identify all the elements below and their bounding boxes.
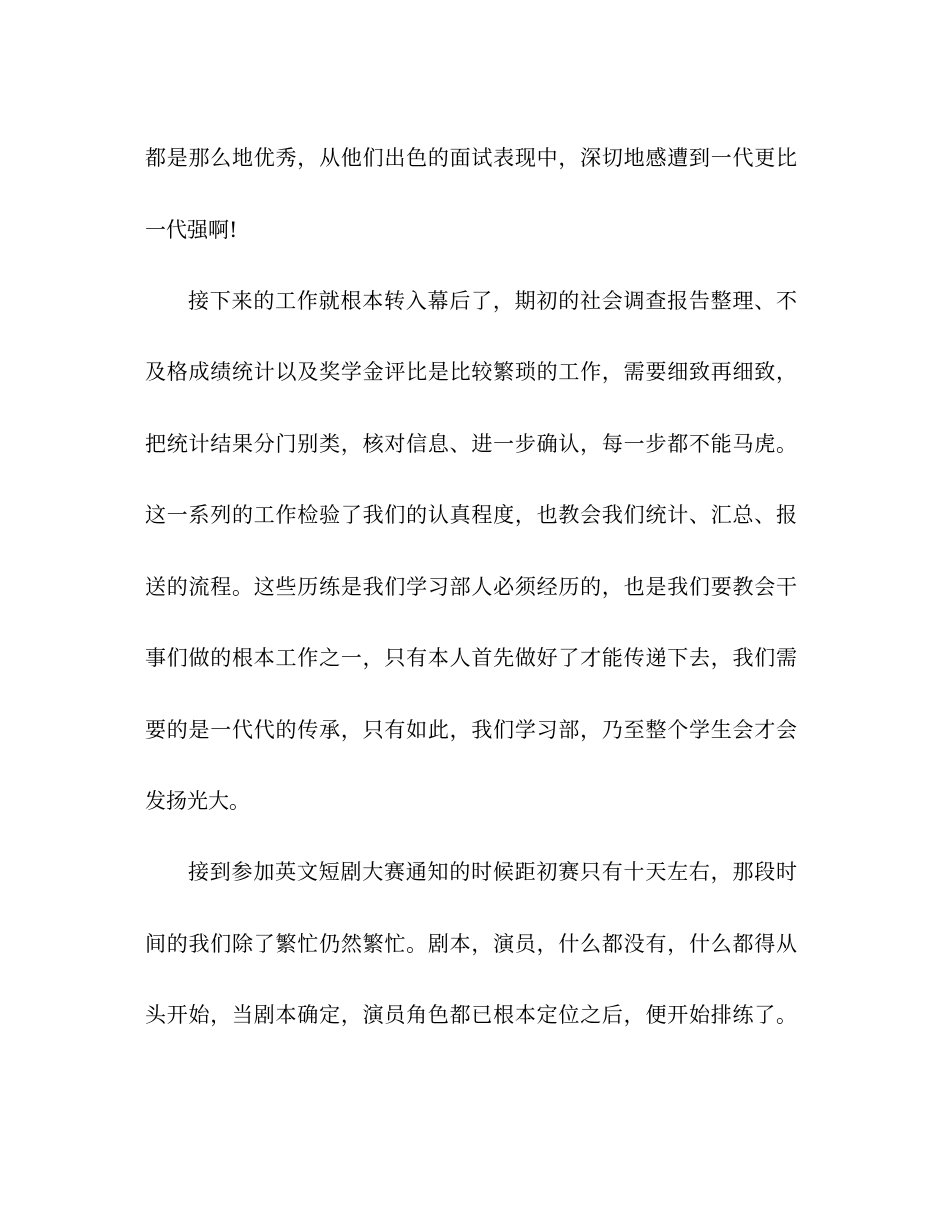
text-line xyxy=(0,424,950,464)
text-line-content: 事们做的根本工作之一，只有本人首先做好了才能传递下去，我们需 xyxy=(145,646,797,670)
text-line xyxy=(0,924,950,964)
text-line-content: 送的流程。这些历练是我们学习部人必须经历的，也是我们要教会干 xyxy=(145,575,797,599)
text-line xyxy=(0,567,950,607)
text-line-content: 把统计结果分门别类，核对信息、进一步确认，每一步都不能马虎。 xyxy=(145,432,797,456)
text-line-content: 都是那么地优秀，从他们出色的面试表现中，深切地感遭到一代更比 xyxy=(145,146,797,170)
text-line xyxy=(0,781,950,821)
text-line xyxy=(0,710,950,750)
text-line-content: 间的我们除了繁忙仍然繁忙。剧本，演员，什么都没有，什么都得从 xyxy=(145,932,797,956)
text-line xyxy=(0,495,950,535)
text-line-content: 一代强啊! xyxy=(145,218,238,242)
text-line xyxy=(0,138,950,178)
text-line xyxy=(0,852,950,892)
text-line-content: 头开始，当剧本确定，演员角色都已根本定位之后，便开始排练了。 xyxy=(145,1003,797,1027)
text-line xyxy=(0,210,950,250)
text-line-content: 接下来的工作就根本转入幕后了，期初的社会调查报告整理、不 xyxy=(188,289,797,313)
text-line xyxy=(0,995,950,1035)
text-line-content: 接到参加英文短剧大赛通知的时候距初赛只有十天左右，那段时 xyxy=(188,860,797,884)
text-line xyxy=(0,352,950,392)
text-line-content: 发扬光大。 xyxy=(145,789,250,813)
text-line xyxy=(0,638,950,678)
text-line-content: 这一系列的工作检验了我们的认真程度，也教会我们统计、汇总、报 xyxy=(145,503,797,527)
text-line-content: 及格成绩统计以及奖学金评比是比较繁琐的工作，需要细致再细致， xyxy=(145,360,797,384)
text-line-content: 要的是一代代的传承，只有如此，我们学习部，乃至整个学生会才会 xyxy=(145,718,797,742)
text-line xyxy=(0,281,950,321)
